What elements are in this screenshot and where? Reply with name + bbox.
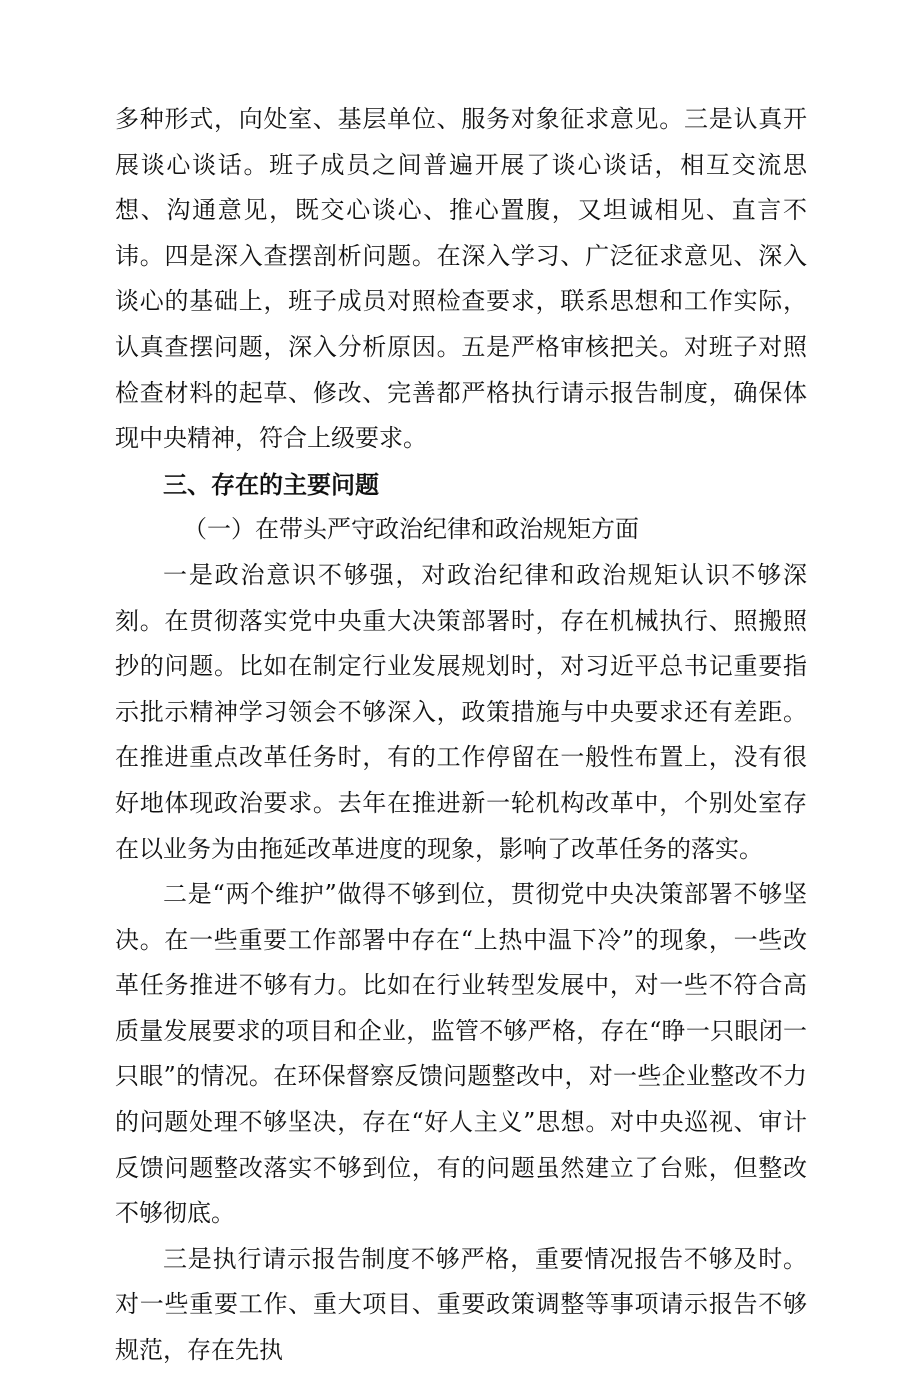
- section-heading: 三、存在的主要问题: [163, 469, 379, 499]
- paragraph-continuation: 多种形式，向处室、基层单位、服务对象征求意见。三是认真开展谈心谈话。班子成员之间普遍开展了谈心谈话，相互交流思想、沟通意见，既交心谈心、推心置腹，又坦诚相见、直言不讳。四是深入查摆剖析问题。在深入学习、广泛征求意见、深入谈心的基础上，班子成员对照检查要求，联系思想和工作实际，认真查摆问题，深入分析原因。五是严格审核把关。对班子对照检查材料的起草、修改、完善都严格执行请示报告制度，确保体现中央精神，符合上级要求。: [115, 105, 807, 453]
- paragraph-point-two: 二是“两个维护”做得不够到位，贯彻党中央决策部署不够坚决。在一些重要工作部署中存在“上热中温下冷”的现象，一些改革任务推进不够有力。比如在行业转型发展中，对一些不符合高质量发展要求的项目和企业，监管不够严格，存在“睁一只眼闭一只眼”的情况。在环保督察反馈问题整改中，对一些企业整改不力的问题处理不够坚决，存在“好人主义”思想。对中央巡视、审计反馈问题整改落实不够到位，有的问题虽然建立了台账，但整改不够彻底。: [115, 880, 807, 1228]
- document-body: [115, 97, 807, 1374]
- paragraph-point-one: 一是政治意识不够强，对政治纪律和政治规矩认识不够深刻。在贯彻落实党中央重大决策部署时，存在机械执行、照搬照抄的问题。比如在制定行业发展规划时，对习近平总书记重要指示批示精神学习领会不够深入，政策措施与中央要求还有差距。在推进重点改革任务时，有的工作停留在一般性布置上，没有很好地体现政治要求。去年在推进新一轮机构改革中，个别处室存在以业务为由拖延改革进度的现象，影响了改革任务的落实。: [115, 560, 807, 863]
- sub-heading: （一）在带头严守政治纪律和政治规矩方面: [183, 515, 639, 544]
- paragraph-point-three: 三是执行请示报告制度不够严格，重要情况报告不够及时。对一些重要工作、重大项目、重要政策调整等事项请示报告不够规范，存在先执: [115, 1244, 807, 1365]
